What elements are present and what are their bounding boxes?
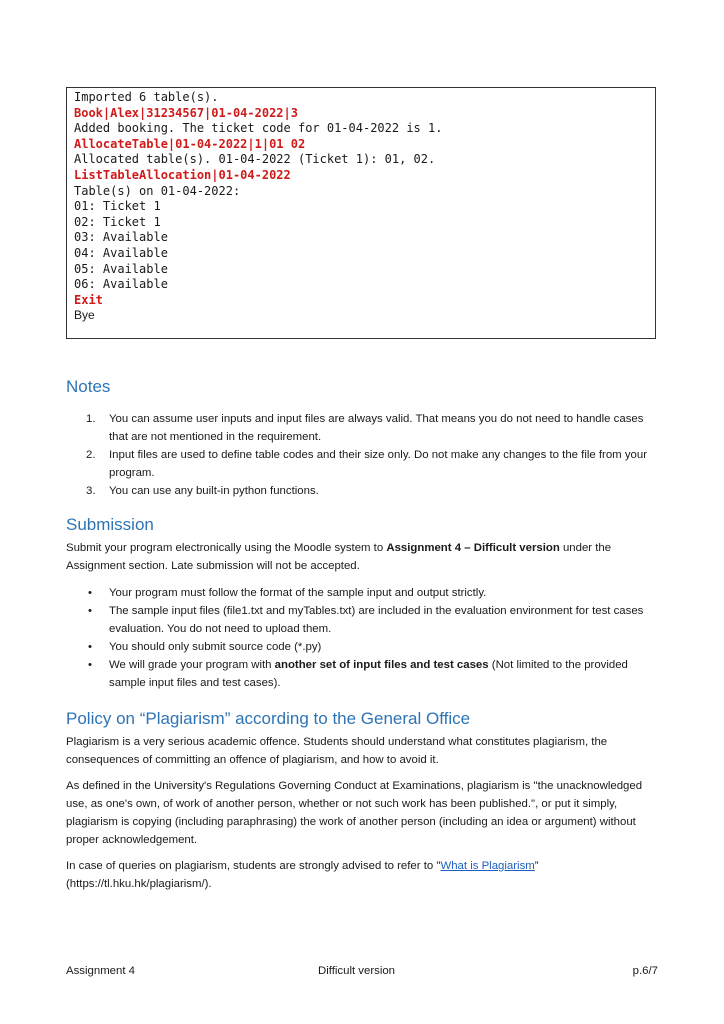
policy-paragraph-text: ” (https://tl.hku.hk/plagiarism/). xyxy=(66,860,539,890)
notes-heading: Notes xyxy=(66,377,111,396)
footer-center: Difficult version xyxy=(318,965,396,977)
submission-heading: Submission xyxy=(66,515,154,534)
bullet-text: We will grade your program with xyxy=(109,659,275,671)
bullet-icon: • xyxy=(88,659,92,671)
console-line: Table(s) on 01-04-2022: xyxy=(74,183,241,198)
policy-paragraph-text: In case of queries on plagiarism, students are strongly advised to refer to " xyxy=(66,860,441,872)
console-line: Allocated table(s). 01-04-2022 (Ticket 1): 01, 02. xyxy=(74,152,436,167)
submission-bullet-item xyxy=(66,638,656,656)
what-is-plagiarism-link[interactable]: What is Plagiarism xyxy=(440,860,535,872)
bullet-icon: • xyxy=(88,587,92,599)
console-line: 05: Available xyxy=(74,261,168,276)
bullet-bold-text: another set of input files and test cases xyxy=(274,659,489,671)
bullet-text: You should only submit source code (*.py) xyxy=(109,641,322,653)
notes-item-text: Input files are used to define table codes and their size only. Do not make any changes to the file from your program. xyxy=(109,449,647,479)
notes-list xyxy=(66,410,656,500)
submission-bullet-item xyxy=(66,602,656,638)
notes-item-text: You can assume user inputs and input files are always valid. That means you do not need to handle cases that are not mentioned in the requirement. xyxy=(109,413,644,443)
notes-item-text: You can use any built-in python functions. xyxy=(109,485,319,497)
console-output-box xyxy=(66,87,656,339)
console-command-line: ListTableAllocation|01-04-2022 xyxy=(74,167,291,182)
notes-item xyxy=(66,482,656,500)
policy-paragraph-2: As defined in the University's Regulations Governing Conduct at Examinations, plagiarism is "the unacknowledged use, as one's own, of work of another person, whether or not such work has been published.", or put it simply, plagiarism is copying (including paraphrasing) the work of another person (including an idea or argument) without proper acknowledgement. xyxy=(66,780,643,846)
submission-bullet-item xyxy=(66,656,656,692)
submission-bullet-item xyxy=(66,584,656,602)
bullet-text: (Not limited to the provided sample input files and test cases). xyxy=(109,659,628,689)
submission-intro-text: Submit your program electronically using the Moodle system to xyxy=(66,542,387,554)
notes-item-number: 3. xyxy=(86,485,96,497)
console-command-line: AllocateTable|01-04-2022|1|01 02 xyxy=(74,136,306,151)
console-line: 01: Ticket 1 xyxy=(74,199,161,214)
footer-left: Assignment 4 xyxy=(66,965,136,977)
console-line: Imported 6 table(s). xyxy=(74,90,219,104)
console-line: 06: Available xyxy=(74,277,168,292)
notes-item xyxy=(66,410,656,446)
notes-item-number: 2. xyxy=(86,449,96,461)
footer-page-number: p.6/7 xyxy=(632,965,658,977)
submission-intro xyxy=(66,539,656,575)
bullet-icon: • xyxy=(88,605,92,617)
bullet-text: The sample input files (file1.txt and myTables.txt) are included in the evaluation environment for test cases evaluation. You do not need to upload them. xyxy=(109,605,644,635)
console-line: Added booking. The ticket code for 01-04-2022 is 1. xyxy=(74,121,443,136)
policy-paragraph-3 xyxy=(66,857,656,893)
submission-bullets xyxy=(66,584,656,692)
bullet-icon: • xyxy=(88,641,92,653)
console-line: 02: Ticket 1 xyxy=(74,214,161,229)
assignment-name: Assignment 4 – Difficult version xyxy=(386,542,560,554)
submission-intro-text: under the Assignment section. Late submission will not be accepted. xyxy=(66,542,612,572)
console-line: 03: Available xyxy=(74,230,168,245)
console-command-line: Exit xyxy=(74,292,103,307)
policy-paragraph-1: Plagiarism is a very serious academic offence. Students should understand what constitutes plagiarism, the consequences of committing an offence of plagiarism, and how to avoid it. xyxy=(66,736,608,766)
policy-heading: Policy on “Plagiarism” according to the General Office xyxy=(66,709,471,728)
notes-item-number: 1. xyxy=(86,413,96,425)
console-line: Bye xyxy=(74,308,95,323)
console-command-line: Book|Alex|31234567|01-04-2022|3 xyxy=(74,105,298,120)
notes-item xyxy=(66,446,656,482)
bullet-text: Your program must follow the format of the sample input and output strictly. xyxy=(109,587,487,599)
console-line: 04: Available xyxy=(74,245,168,260)
